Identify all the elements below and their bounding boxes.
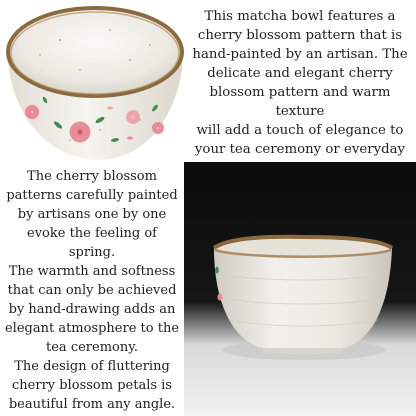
bowl-closeup-illustration [0,0,184,162]
description-paragraph: This matcha bowl features a cherry blossom pattern that is hand-painted by an artisan. The delicate and elegant cherry blossom pattern and warm texture will add a touch of elegance to your tea ceremony or everyday [192,9,408,157]
bowl-side-illustration [184,162,416,416]
bowl-side-photo [184,162,416,416]
description-panel [184,0,416,162]
description-text-block [188,7,412,178]
side-petal [218,294,223,301]
bowl-closeup-photo [0,0,184,162]
bowl-side-body [214,248,392,348]
features-text-block [2,167,182,414]
bowl-foot [262,348,344,354]
features-panel [0,162,184,416]
feature-paragraph-warmth: The warmth and softness that can only be achieved by hand-drawing adds an elegant atmosphere to the tea ceremony. [4,264,180,355]
feature-paragraph-spring: The cherry blossom patterns carefully painted by artisans one by one evoke the feeling of spring. [6,169,178,260]
feature-paragraph-angle: The design of fluttering cherry blossom petals is beautiful from any angle. [8,359,176,412]
side-leaf [215,267,219,274]
